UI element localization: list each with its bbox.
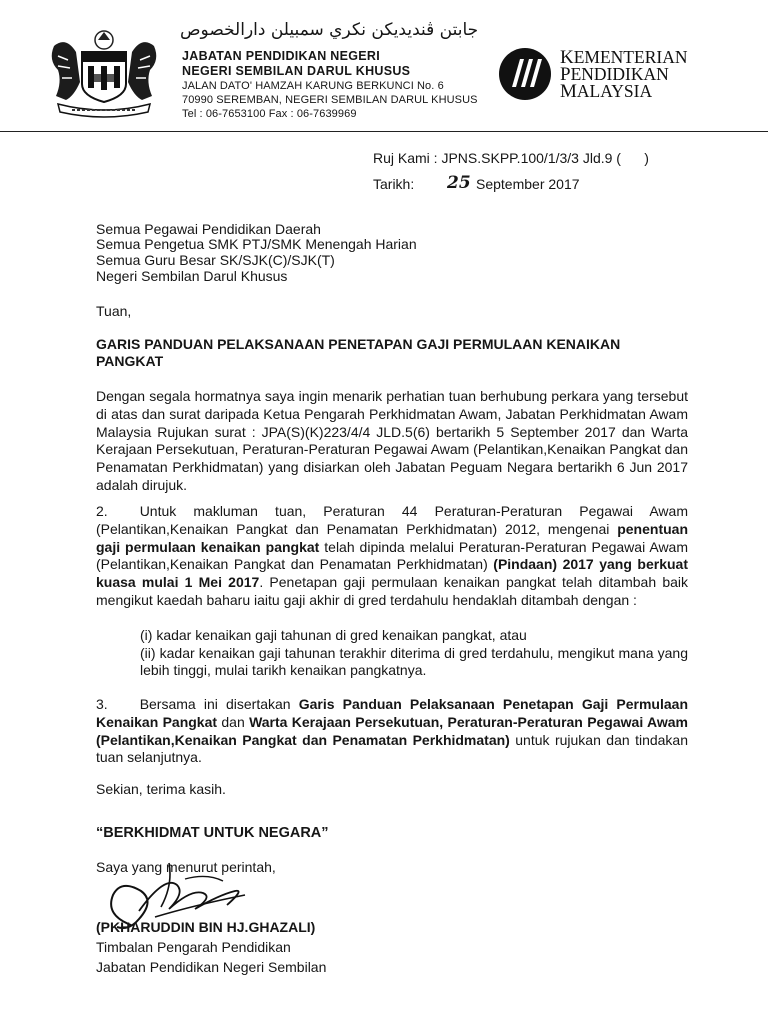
recipient-line: Negeri Sembilan Darul Khusus [96, 268, 288, 284]
ministry-name [560, 49, 687, 100]
ministry-line-1: KEMENTERIAN [560, 47, 688, 68]
recipient-line: Semua Guru Besar SK/SJK(C)/SJK(T) [96, 252, 335, 268]
emphasis: penentuan gaji permulaan kenaikan pangkat [96, 520, 688, 555]
letter-subject: GARIS PANDUAN PELAKSANAAN PENETAPAN GAJI PERMULAAN KENAIKAN PANGKAT [96, 336, 621, 369]
motto: “BERKHIDMAT UNTUK NEGARA” [96, 825, 329, 841]
closing-remark: Sekian, terima kasih. [96, 781, 226, 797]
paragraph-1: Dengan segala hormatnya saya ingin menarik perhatian tuan berhubung perkara yang tersebut di atas dan surat daripada Ketua Pengarah Perkhidmatan Awam, Jabatan Perkhidmatan Awam Malaysia Rujukan surat : JPA(S)(K)223/4/4 JLD.5(6) bertarikh 5 September 2017 dan Warta Kerajaan Persekutuan, Peraturan-Peraturan Pegawai Awam (Pelantikan,Kenaikan Pangkat dan Penamatan Perkhidmatan) yang disiarkan oleh Jabatan Peguam Negara bertarikh 6 Jun 2017 adalah dirujuk. [96, 388, 689, 493]
state-coat-of-arms-emblem [44, 26, 164, 118]
salutation: Tuan, [96, 303, 132, 319]
reference-number: Ruj Kami : JPNS.SKPP.100/1/3/3 Jld.9 ( ) [373, 150, 649, 166]
address-line-2: 70990 SEREMBAN, NEGERI SEMBILAN DARUL KHUSUS [182, 94, 478, 106]
letterhead-divider [0, 131, 768, 132]
ministry-line-3: MALAYSIA [560, 81, 653, 102]
date-day-handwritten: 25 [447, 173, 471, 193]
emphasis: (Pindaan) 2017 yang berkuat kuasa mulai 1 Mei 2017 [96, 556, 689, 591]
department-name: JABATAN PENDIDIKAN NEGERI [182, 49, 381, 63]
signatory-title: Timbalan Pengarah Pendidikan [96, 939, 291, 955]
date-label: Tarikh: [373, 176, 415, 192]
recipient-line: Semua Pegawai Pendidikan Daerah [96, 221, 321, 237]
paragraph-number: 2. [96, 503, 108, 519]
list-item: (i) kadar kenaikan gaji tahunan di gred kenaikan pangkat, atau [140, 627, 527, 643]
contact-line: Tel : 06-7653100 Fax : 06-7639969 [182, 108, 357, 120]
recipient-line: Semua Pengetua SMK PTJ/SMK Menengah Harian [96, 236, 417, 252]
paragraph-2: 2. Untuk makluman tuan, Peraturan 44 Peraturan-Peraturan Pegawai Awam (Pelantikan,Kenaikan Pangkat dan Penamatan Perkhidmatan) 2012, mengenai penentuan gaji permulaan kenaikan pangkat telah dipinda melalui Peraturan-Peraturan Pegawai Awam (Pelantikan,Kenaikan Pangkat dan Penamatan Perkhidmatan) (Pindaan) 2017 yang berkuat kuasa mulai 1 Mei 2017. Penetapan gaji permulaan kenaikan pangkat telah ditambah baik mengikut kaedah baharu iaitu gaji akhir di gred terdahulu hendaklah ditambah dengan : [96, 503, 689, 608]
paragraph-number: 3. [96, 696, 108, 712]
emphasis: Warta Kerajaan Persekutuan, Peraturan-Peraturan Pegawai Awam (Pelantikan,Kenaikan Pangkat dan Penamatan Perkhidmatan) [96, 713, 689, 748]
list-item: (ii) kadar kenaikan gaji tahunan terakhir diterima di gred terdahulu, mengikut mana yang lebih tinggi, mulai tarikh kenaikan pangkatnya. [140, 645, 688, 678]
ministry-line-2: PENDIDIKAN [560, 64, 669, 85]
paragraph-3: 3. Bersama ini disertakan Garis Panduan Pelaksanaan Penetapan Gaji Permulaan Kenaikan Pangkat dan Warta Kerajaan Persekutuan, Peraturan-Peraturan Pegawai Awam (Pelantikan,Kenaikan Pangkat dan Penamatan Perkhidmatan) untuk rujukan dan tindakan tuan selanjutnya. [96, 696, 689, 766]
department-state: NEGERI SEMBILAN DARUL KHUSUS [182, 64, 411, 78]
date-month-year: September 2017 [476, 176, 580, 192]
emphasis: Garis Panduan Pelaksanaan Penetapan Gaji Permulaan Kenaikan Pangkat [96, 696, 688, 730]
signatory-name: (PKHARUDDIN BIN HJ.GHAZALI) [96, 919, 316, 935]
sign-off: Saya yang menurut perintah, [96, 859, 276, 875]
jawi-department-title: جابتن ڤنديديکن نکري سمبيلن دارالخصوص [180, 20, 479, 40]
address-line-1: JALAN DATO' HAMZAH KARUNG BERKUNCI No. 6 [182, 80, 444, 92]
signatory-organization: Jabatan Pendidikan Negeri Sembilan [96, 959, 327, 975]
ministry-logo-icon [498, 47, 552, 101]
